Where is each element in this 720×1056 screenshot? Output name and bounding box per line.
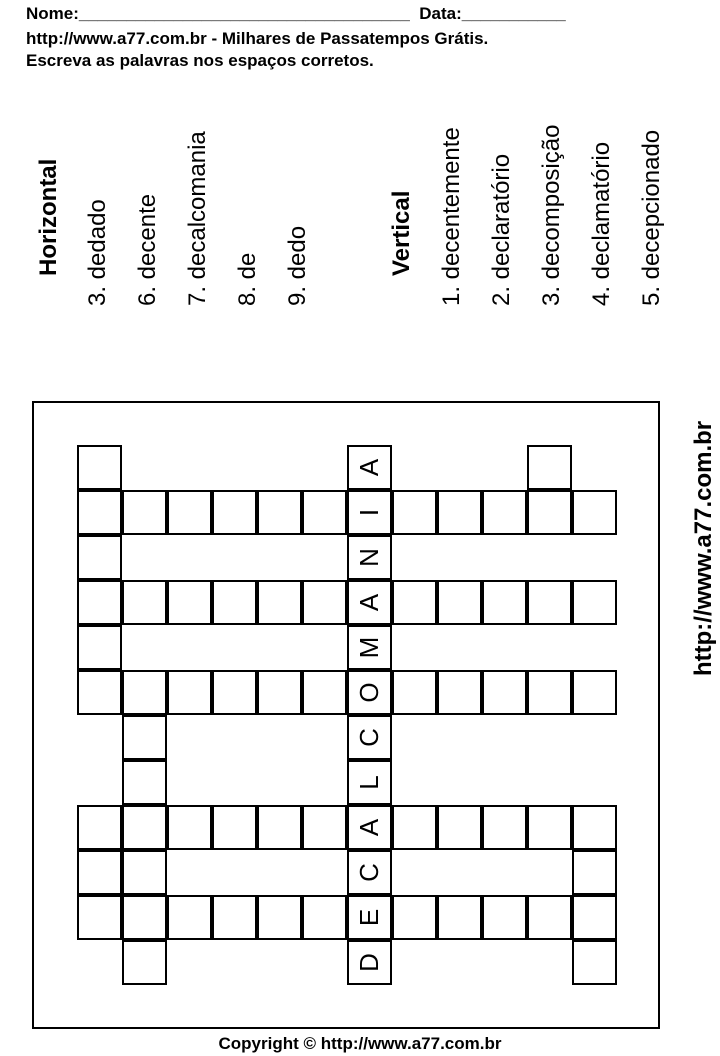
grid-cell-given bbox=[347, 715, 392, 760]
cell-letter: M bbox=[354, 636, 384, 659]
grid-cell-given bbox=[347, 445, 392, 490]
grid-cell[interactable] bbox=[482, 670, 527, 715]
grid-cell[interactable] bbox=[122, 940, 167, 985]
grid-cell[interactable] bbox=[122, 895, 167, 940]
horizontal-clue: 8. de bbox=[234, 252, 261, 306]
grid-cell[interactable] bbox=[392, 670, 437, 715]
cell-letter: N bbox=[354, 548, 384, 567]
grid-cell[interactable] bbox=[212, 490, 257, 535]
grid-cell[interactable] bbox=[77, 535, 122, 580]
grid-cell[interactable] bbox=[527, 490, 572, 535]
grid-cell[interactable] bbox=[437, 895, 482, 940]
vertical-clue: 1. decentemente bbox=[438, 127, 465, 306]
grid-cell-given bbox=[347, 625, 392, 670]
grid-cell[interactable] bbox=[572, 580, 617, 625]
grid-cell[interactable] bbox=[257, 805, 302, 850]
grid-cell[interactable] bbox=[302, 580, 347, 625]
grid-cell[interactable] bbox=[437, 670, 482, 715]
copyright: Copyright © http://www.a77.com.br bbox=[218, 1034, 502, 1053]
cell-letter: C bbox=[354, 863, 384, 882]
vertical-clue: 3. decomposição bbox=[538, 124, 565, 306]
grid-cell[interactable] bbox=[77, 670, 122, 715]
site-line: http://www.a77.com.br - Milhares de Passatempos Grátis. bbox=[26, 29, 489, 48]
horizontal-title: Horizontal bbox=[35, 158, 62, 276]
grid-cell[interactable] bbox=[302, 895, 347, 940]
vertical-clue: 2. declaratório bbox=[488, 153, 515, 306]
grid-cell[interactable] bbox=[572, 805, 617, 850]
horizontal-clue: 6. decente bbox=[134, 193, 161, 306]
cell-letter: D bbox=[354, 953, 384, 972]
grid-cell-given bbox=[347, 805, 392, 850]
grid-cell[interactable] bbox=[212, 895, 257, 940]
grid-cell[interactable] bbox=[392, 805, 437, 850]
grid-cell[interactable] bbox=[77, 850, 122, 895]
grid-cell[interactable] bbox=[122, 580, 167, 625]
name-date-line[interactable]: Nome:___________________________________ Data:___________ bbox=[26, 4, 566, 23]
grid-cell[interactable] bbox=[527, 670, 572, 715]
grid-cell[interactable] bbox=[257, 580, 302, 625]
grid-cell[interactable] bbox=[257, 895, 302, 940]
grid-cell[interactable] bbox=[302, 805, 347, 850]
grid-cell[interactable] bbox=[437, 580, 482, 625]
vertical-clue: 5. decepcionado bbox=[638, 129, 665, 306]
grid-cell[interactable] bbox=[527, 895, 572, 940]
grid-cell-given bbox=[347, 760, 392, 805]
cell-letter: C bbox=[354, 728, 384, 747]
grid-cell-given bbox=[347, 895, 392, 940]
cell-letter: A bbox=[354, 593, 384, 612]
cell-letter: O bbox=[354, 682, 384, 703]
grid-cell[interactable] bbox=[212, 805, 257, 850]
grid-cell-given bbox=[347, 670, 392, 715]
grid-cell[interactable] bbox=[77, 490, 122, 535]
grid-cell[interactable] bbox=[77, 580, 122, 625]
grid-cell-given bbox=[347, 940, 392, 985]
grid-cell[interactable] bbox=[437, 805, 482, 850]
grid-cell[interactable] bbox=[257, 490, 302, 535]
clue-list bbox=[0, 0, 720, 330]
grid-cell[interactable] bbox=[77, 445, 122, 490]
grid-cell[interactable] bbox=[212, 580, 257, 625]
grid-cell[interactable] bbox=[482, 580, 527, 625]
grid-cell[interactable] bbox=[572, 850, 617, 895]
grid-cell[interactable] bbox=[77, 625, 122, 670]
side-url: http://www.a77.com.br bbox=[690, 420, 717, 676]
grid-cell-given bbox=[347, 850, 392, 895]
grid-cell[interactable] bbox=[437, 490, 482, 535]
grid-cell[interactable] bbox=[167, 580, 212, 625]
cell-letter: E bbox=[354, 908, 384, 927]
grid-cell[interactable] bbox=[572, 490, 617, 535]
grid-cell[interactable] bbox=[122, 715, 167, 760]
grid-cell-given bbox=[347, 580, 392, 625]
grid-cell[interactable] bbox=[122, 850, 167, 895]
vertical-clue: 4. declamatório bbox=[588, 141, 615, 306]
grid-cell[interactable] bbox=[572, 670, 617, 715]
horizontal-clue: 7. decalcomania bbox=[184, 131, 211, 306]
grid-cell[interactable] bbox=[77, 805, 122, 850]
grid-cell[interactable] bbox=[167, 670, 212, 715]
grid-cell[interactable] bbox=[572, 940, 617, 985]
horizontal-clue: 9. dedo bbox=[284, 225, 311, 306]
grid-cell[interactable] bbox=[392, 580, 437, 625]
vertical-title: Vertical bbox=[388, 190, 415, 276]
grid-cell[interactable] bbox=[302, 670, 347, 715]
grid-cell[interactable] bbox=[167, 805, 212, 850]
grid-cell[interactable] bbox=[122, 490, 167, 535]
grid-cell[interactable] bbox=[482, 895, 527, 940]
grid-cell-given bbox=[347, 535, 392, 580]
grid-cell[interactable] bbox=[167, 490, 212, 535]
grid-cell[interactable] bbox=[482, 490, 527, 535]
grid-cell[interactable] bbox=[527, 580, 572, 625]
grid-cell[interactable] bbox=[527, 445, 572, 490]
cell-letter: L bbox=[354, 775, 384, 790]
grid-cell[interactable] bbox=[302, 490, 347, 535]
grid-cell[interactable] bbox=[212, 670, 257, 715]
grid-cell[interactable] bbox=[392, 895, 437, 940]
grid-cell[interactable] bbox=[122, 805, 167, 850]
grid-cell[interactable] bbox=[392, 490, 437, 535]
cell-letter: I bbox=[354, 508, 384, 517]
grid-cell[interactable] bbox=[482, 805, 527, 850]
grid-cell[interactable] bbox=[167, 895, 212, 940]
instruction-line: Escreva as palavras nos espaços corretos. bbox=[26, 51, 374, 70]
grid-cell[interactable] bbox=[527, 805, 572, 850]
grid-cell[interactable] bbox=[122, 670, 167, 715]
cell-letter: A bbox=[354, 818, 384, 837]
grid-cell-given bbox=[347, 490, 392, 535]
cell-letter: A bbox=[354, 458, 384, 477]
grid-cell[interactable] bbox=[122, 760, 167, 805]
grid-cell[interactable] bbox=[77, 895, 122, 940]
grid-cell[interactable] bbox=[257, 670, 302, 715]
grid-cell[interactable] bbox=[572, 895, 617, 940]
horizontal-clue: 3. dedado bbox=[84, 199, 111, 306]
